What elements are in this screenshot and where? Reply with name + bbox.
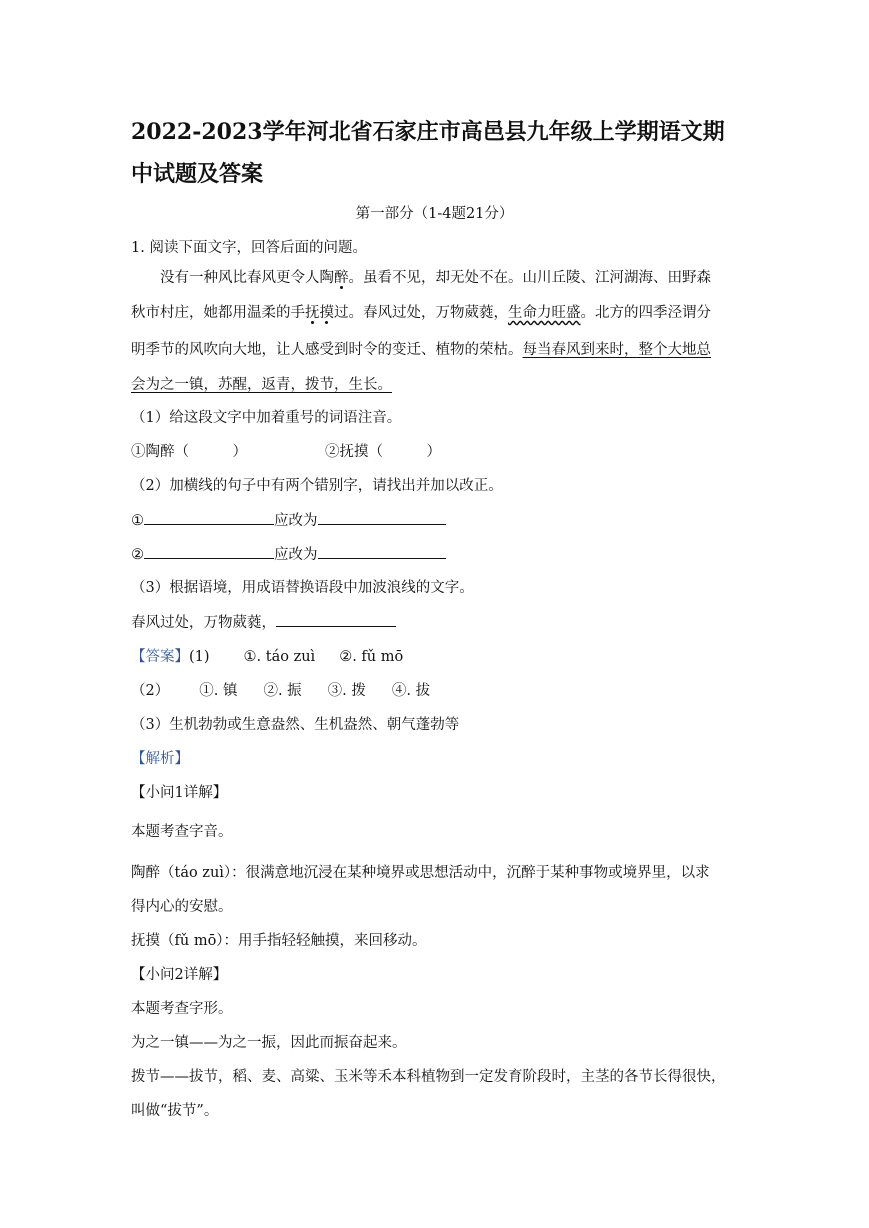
subquestion-2-line-b: ② 应改为 (131, 544, 446, 565)
subquestion-1-items (131, 442, 441, 462)
passage-line-1: 没有一种风比春风更令人陶醉。虽看不见，却无处不在。山川丘陵、江河湖海、田野森 (160, 270, 711, 286)
analysis-q2-heading: 【小问2详解】 (131, 967, 228, 983)
passage-line-2: 秋市村庄，她都用温柔的手抚摸过。春风过处，万物葳蕤，生命力旺盛。北方的四季泾谓分 (131, 305, 711, 321)
analysis-q2-line-3: 拨节——拔节，稻、麦、高粱、玉米等禾本科植物到一定发育阶段时，主茎的各节长得很快， (131, 1069, 726, 1085)
analysis-q1-heading: 【小问1详解】 (131, 785, 228, 801)
subquestion-1: （1）给这段文字中加着重号的词语注音。 (131, 410, 402, 426)
answer-line-1: 【答案】(1) ①. táo zuì ②. fǔ mō (131, 649, 404, 665)
subquestion-3: （3）根据语境，用成语替换语段中加波浪线的文字。 (131, 580, 474, 596)
subquestion-2: （2）加横线的句子中有两个错别字，请找出并加以改正。 (131, 478, 503, 494)
item-fumo: ②抚摸（ ） (325, 444, 441, 460)
subquestion-3-line: 春风过处，万物葳蕤， (131, 612, 396, 633)
passage-line-3: 明季节的风吹向大地，让人感受到时令的变迁、植物的荣枯。每当春风到来时，整个大地总 (131, 342, 711, 358)
analysis-tag: 【解析】 (131, 751, 189, 767)
underlined-sentence-end: 会为之一镇，苏醒，返青，拨节，生长。 (131, 377, 392, 393)
wavy-text: 生命力旺盛 (508, 305, 581, 321)
section-heading: 第一部分（1-4题21分） (355, 206, 514, 222)
analysis-q1-line-1: 本题考查字音。 (131, 824, 233, 840)
subquestion-2-line-a: ① 应改为 (131, 510, 446, 531)
title-line-2: 中试题及答案 (131, 161, 264, 187)
analysis-q1-line-4: 抚摸（fǔ mō）：用手指轻轻触摸，来回移动。 (131, 933, 427, 949)
question-stem: 1. 阅读下面文字，回答后面的问题。 (131, 240, 367, 256)
item-taozui: ①陶醉（ ） (131, 444, 247, 460)
analysis-q2-line-2: 为之一镇——为之一振，因此而振奋起来。 (131, 1035, 407, 1051)
analysis-q2-line-4: 叫做“拔节”。 (131, 1103, 219, 1119)
analysis-q1-line-2: 陶醉（táo zuì）：很满意地沉浸在某种境界或思想活动中，沉醉于某种事物或境界里，以求 (131, 865, 710, 881)
underlined-sentence: 每当春风到来时，整个大地总 (522, 342, 711, 358)
answer-line-2: （2） ①. 镇 ②. 振 ③. 拨 ④. 拔 (131, 683, 431, 699)
analysis-q1-line-3: 得内心的安慰。 (131, 899, 233, 915)
title-line-1: 2022-2023学年河北省石家庄市高邑县九年级上学期语文期 (131, 119, 725, 145)
analysis-q2-line-1: 本题考查字形。 (131, 1001, 233, 1017)
answer-line-3: （3）生机勃勃或生意盎然、生机盎然、朝气蓬勃等 (131, 717, 460, 733)
passage-line-4 (131, 375, 392, 395)
answer-tag: 【答案】 (131, 649, 189, 665)
